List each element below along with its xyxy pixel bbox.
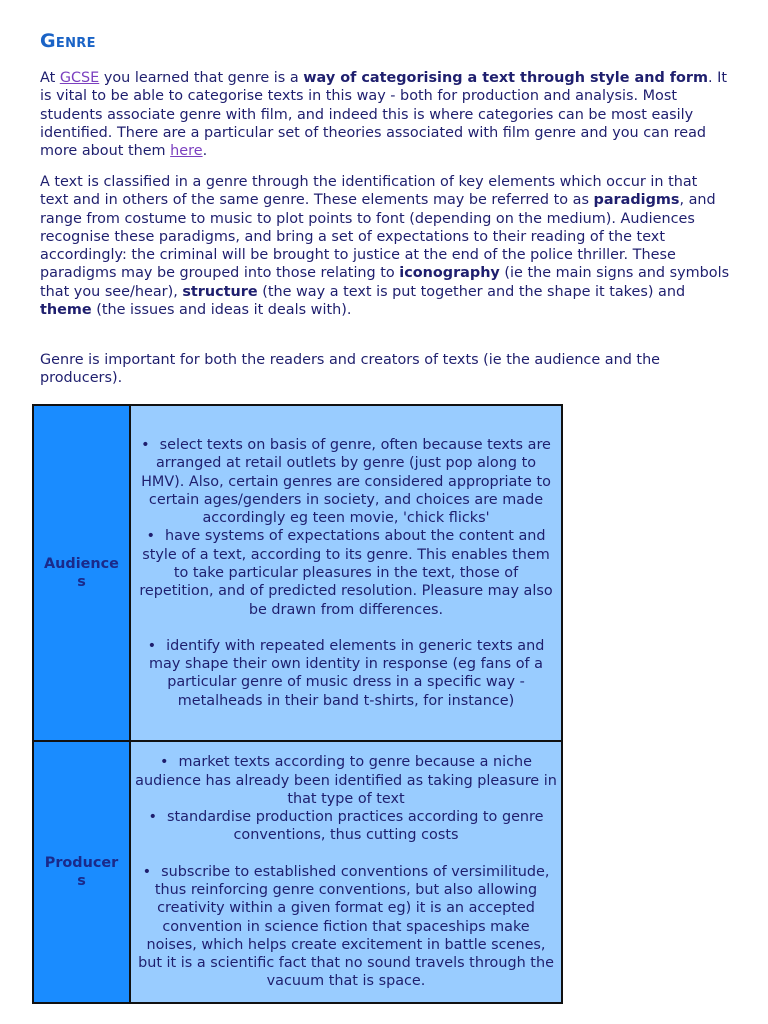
importance-paragraph: Genre is important for both the readers and creators of texts (ie the audience and the producers). <box>40 352 661 387</box>
para2-bold-structure: structure <box>182 283 258 300</box>
para1-text-d: . <box>202 143 208 160</box>
para2-bold-paradigms: paradigms <box>593 192 680 209</box>
paradigms-paragraph <box>40 173 730 319</box>
row-heading-label: Producers <box>44 855 119 889</box>
audiences-list <box>131 436 561 710</box>
row-heading-audiences <box>33 405 130 741</box>
page-title: Genre <box>40 30 96 52</box>
para1-text-b: you learned that genre is a <box>99 70 304 86</box>
table-row-audiences <box>33 405 562 741</box>
para2-text-4: (the way a text is put together and the shape it takes) and <box>257 283 686 300</box>
gcse-link[interactable]: GCSE <box>59 70 100 86</box>
para2-text-3: (ie the main signs and symbols that you see/hear), <box>40 265 730 300</box>
list-item: • select texts on basis of genre, often because texts are arranged at retail outlets by genre (just pop along to HMV). Also, certain genres are considered appropriate to certain ages/genders in society, and choices are made accordingly eg teen movie, 'chick flicks' <box>135 436 557 527</box>
intro-paragraph <box>40 69 730 160</box>
producers-list <box>131 753 561 991</box>
list-item: • standardise production practices according to genre conventions, thus cutting costs <box>135 808 557 845</box>
row-heading-label: Audiences <box>44 556 119 590</box>
row-heading-producers <box>33 741 130 1003</box>
row-body-producers <box>130 741 562 1003</box>
row-body-audiences <box>130 405 562 741</box>
para2-text-5: (the issues and ideas it deals with). <box>91 302 352 319</box>
table-row-producers <box>33 741 562 1003</box>
para2-bold-theme: theme <box>40 302 92 319</box>
para1-bold: way of categorising a text through style and form <box>303 70 709 86</box>
list-item: • market texts according to genre because a niche audience has already been identified as taking pleasure in that type of text <box>135 753 557 808</box>
para2-text-1: A text is classified in a genre through the identification of key elements which occur in that text and in others of the same genre. These elements may be referred to as <box>40 174 698 209</box>
list-item: • subscribe to established conventions of versimilitude, thus reinforcing genre conventions, but also allowing creativity within a given format eg) it is an accepted convention in science fiction that spaceships make noises, which helps create excitement in battle scenes, but it is a scientific fact that no sound travels through the vacuum that is space. <box>135 863 557 991</box>
list-item: • have systems of expectations about the content and style of a text, according to its genre. This enables them to take particular pleasures in the text, those of repetition, and of predicted resolution. Pleasure may also be drawn from differences. <box>135 527 557 618</box>
para1-text-a: At <box>40 70 60 86</box>
para2-bold-iconography: iconography <box>399 265 500 282</box>
para1-text-c: . It is vital to be able to categorise texts in this way - both for production and analysis. Most students associate genre with film, and indeed this is where categories can be most easily identified. There are a particular set of theories associated with film genre and you can read more about them <box>40 70 728 160</box>
genre-table <box>32 404 563 1004</box>
list-item: • identify with repeated elements in generic texts and may shape their own identity in response (eg fans of a particular genre of music dress in a specific way - metalheads in their band t-shirts, for instance) <box>135 637 557 710</box>
here-link[interactable]: here <box>170 143 203 160</box>
para2-text-2: , and range from costume to music to plot points to font (depending on the medium). Audiences recognise these paradigms, and bring a set of expectations to their reading of the text accordingly: the criminal will be brought to justice at the end of the police thriller. These paradigms may be grouped into those relating to <box>40 192 716 282</box>
